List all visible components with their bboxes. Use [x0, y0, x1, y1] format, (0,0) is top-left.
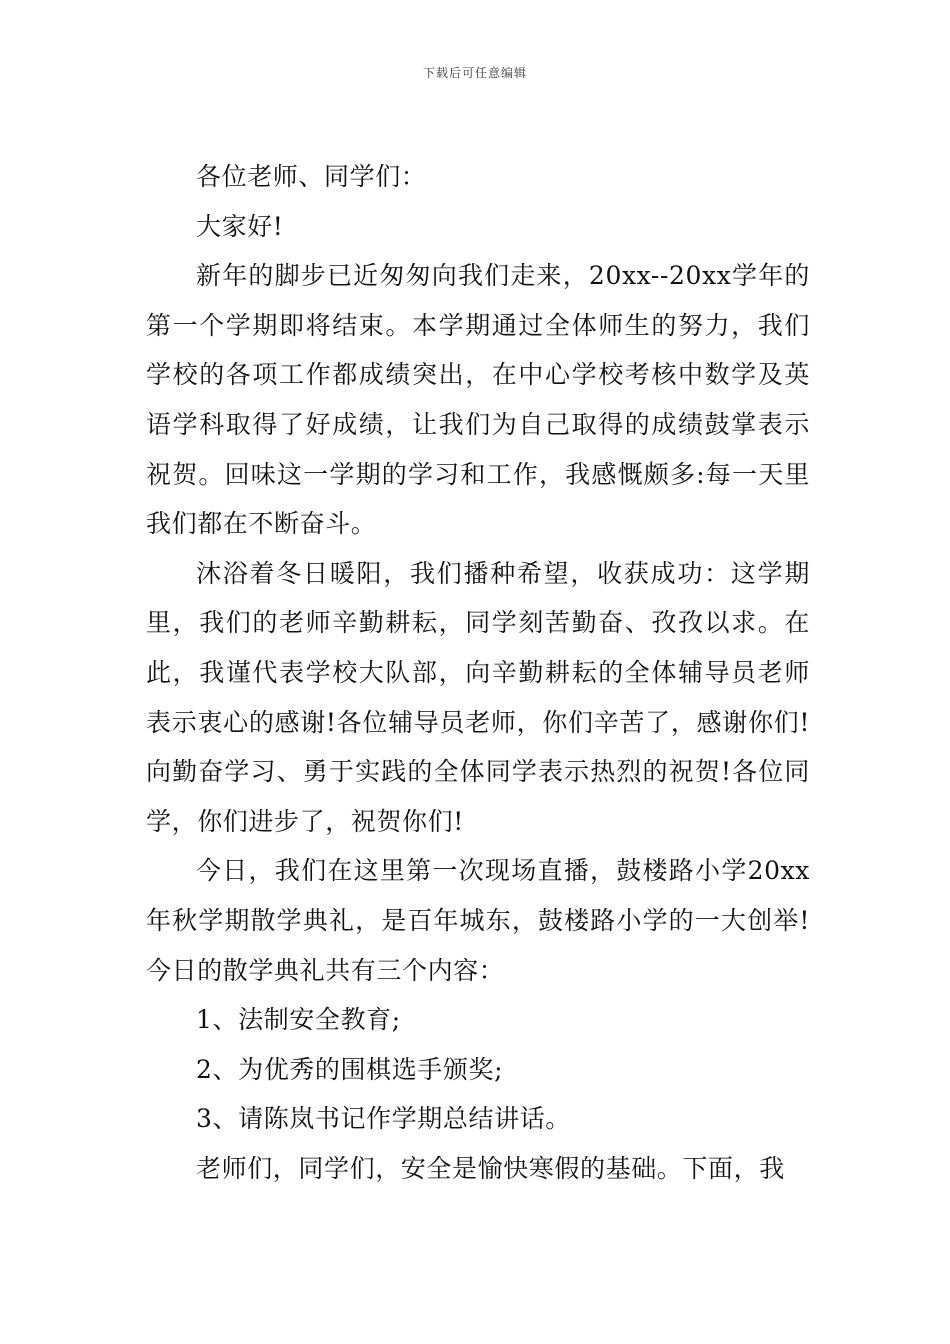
paragraph-ceremony: 今日，我们在这里第一次现场直播，鼓楼路小学20xx年秋学期散学典礼，是百年城东，鼓楼路小学的一大创举!今日的散学典礼共有三个内容： — [146, 856, 810, 985]
list-item-2: 2、为优秀的围棋选手颁奖; — [196, 1054, 504, 1084]
paragraph-hello: 大家好! — [196, 211, 284, 241]
document-body — [146, 152, 810, 1193]
paragraph-safety: 老师们，同学们，安全是愉快寒假的基础。下面，我 — [196, 1153, 785, 1183]
list-item-3: 3、请陈岚书记作学期总结讲话。 — [196, 1104, 571, 1134]
list-item-1: 1、法制安全教育; — [196, 1005, 401, 1035]
page-header-note: 下载后可任意编辑 — [422, 66, 527, 80]
paragraph-new-year: 新年的脚步已近匆匆向我们走来，20xx--20xx学年的第一个学期即将结束。本学期通过全体师生的努力，我们学校的各项工作都成绩突出，在中心学校考核中数学及英语学科取得了好成绩，让我们为自己取得的成绩鼓掌表示祝贺。回味这一学期的学习和工作，我感慨颇多:每一天里我们都在不断奋斗。 — [146, 261, 810, 539]
paragraph-greeting: 各位老师、同学们： — [196, 162, 427, 191]
paragraph-thanks: 沐浴着冬日暖阳，我们播种希望，收获成功：这学期里，我们的老师辛勤耕耘，同学刻苦勤奋、孜孜以求。在此，我谨代表学校大队部，向辛勤耕耘的全体辅导员老师表示衷心的感谢!各位辅导员老师，你们辛苦了，感谢你们!向勤奋学习、勇于实践的全体同学表示热烈的祝贺!各位同学，你们进步了，祝贺你们! — [146, 558, 810, 836]
